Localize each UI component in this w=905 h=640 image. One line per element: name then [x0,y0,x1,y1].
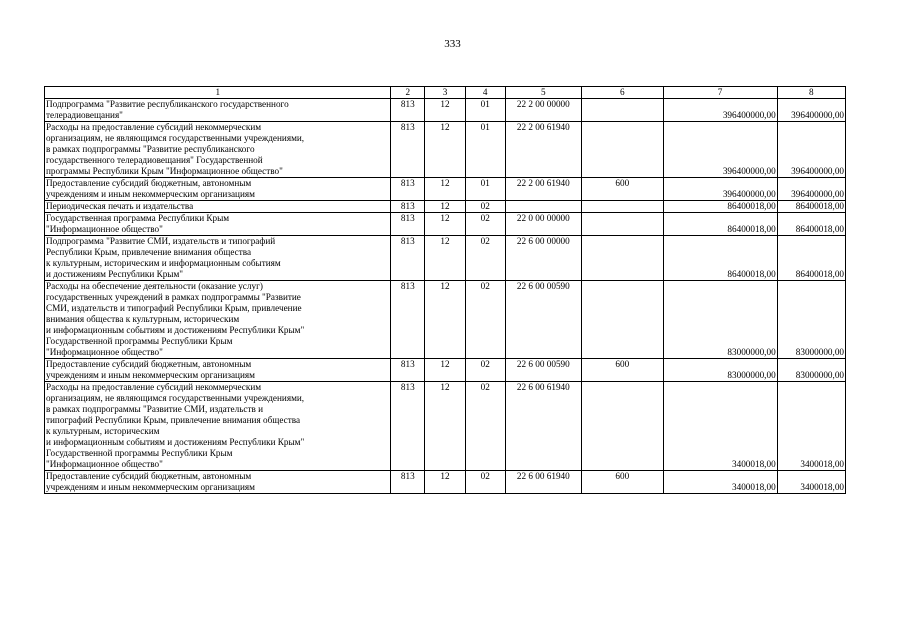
ministry-code-cell: 813 [391,122,425,178]
subsection-cell: 02 [465,213,505,236]
expense-type-cell [582,382,664,471]
table-header-row [45,87,846,99]
amount-col8-cell: 83000000,00 [777,281,845,359]
section-cell: 12 [425,281,466,359]
table-row [45,382,846,471]
section-cell: 12 [425,359,466,382]
target-article-cell: 22 6 00 00590 [505,359,581,382]
target-article-cell: 22 2 00 00000 [505,99,581,122]
table-row [45,178,846,201]
row-name-cell: Расходы на предоставление субсидий некоммерческим организациям, не являющимся государственными учреждениями, в рамках подпрограммы "Развитие республиканского государственного телерадиовещания" Государственной программы Республики Крым "Информационное общество" [45,122,391,178]
amount-col7-cell: 83000000,00 [663,359,777,382]
table-row [45,281,846,359]
row-name-cell: Расходы на обеспечение деятельности (оказание услуг) государственных учреждений в рамках подпрограммы "Развитие СМИ, издательств и типографий Республики Крым, привлечение внимания общества к культурным, историческим и информационным событиям и достижениям Республики Крым" Государственной программы Республики Крым "Информационное общество" [45,281,391,359]
row-name-cell: Расходы на предоставление субсидий некоммерческим организациям, не являющимся государственными учреждениями, в рамках подпрограммы "Развитие СМИ, издательств и типографий Республики Крым, привлечение внимания общества к культурным, историческим и информационным событиям и достижениям Республики Крым" Государственной программы Республики Крым "Информационное общество" [45,382,391,471]
column-header-4: 4 [465,87,505,99]
ministry-code-cell: 813 [391,99,425,122]
row-name-cell: Государственная программа Республики Крым "Информационное общество" [45,213,391,236]
amount-col8-cell: 3400018,00 [777,382,845,471]
ministry-code-cell: 813 [391,471,425,494]
expense-type-cell [582,213,664,236]
ministry-code-cell: 813 [391,359,425,382]
expense-type-cell: 600 [582,359,664,382]
page-number: 333 [444,38,461,50]
subsection-cell: 02 [465,359,505,382]
amount-col8-cell: 86400018,00 [777,213,845,236]
target-article-cell [505,201,581,213]
target-article-cell: 22 6 00 61940 [505,471,581,494]
column-header-7: 7 [663,87,777,99]
amount-col8-cell: 3400018,00 [777,471,845,494]
amount-col7-cell: 86400018,00 [663,236,777,281]
expense-type-cell: 600 [582,178,664,201]
amount-col8-cell: 83000000,00 [777,359,845,382]
target-article-cell: 22 2 00 61940 [505,178,581,201]
column-header-1: 1 [45,87,391,99]
column-header-8: 8 [777,87,845,99]
table-row [45,359,846,382]
target-article-cell: 22 6 00 00000 [505,236,581,281]
table-row [45,122,846,178]
expense-type-cell [582,99,664,122]
subsection-cell: 02 [465,471,505,494]
ministry-code-cell: 813 [391,281,425,359]
amount-col7-cell: 396400000,00 [663,99,777,122]
expense-type-cell [582,122,664,178]
table-row [45,236,846,281]
ministry-code-cell: 813 [391,178,425,201]
amount-col7-cell: 396400000,00 [663,178,777,201]
section-cell: 12 [425,122,466,178]
row-name-cell: Предоставление субсидий бюджетным, автономным учреждениям и иным некоммерческим организациям [45,178,391,201]
row-name-cell: Подпрограмма "Развитие СМИ, издательств и типографий Республики Крым, привлечение внимания общества к культурным, историческим и информационным событиям и достижениям Республики Крым" [45,236,391,281]
target-article-cell: 22 0 00 00000 [505,213,581,236]
ministry-code-cell: 813 [391,213,425,236]
expense-type-cell: 600 [582,471,664,494]
target-article-cell: 22 2 00 61940 [505,122,581,178]
subsection-cell: 01 [465,178,505,201]
expense-type-cell [582,236,664,281]
target-article-cell: 22 6 00 00590 [505,281,581,359]
row-name-cell: Предоставление субсидий бюджетным, автономным учреждениям и иным некоммерческим организациям [45,359,391,382]
column-header-6: 6 [582,87,664,99]
section-cell: 12 [425,471,466,494]
column-header-2: 2 [391,87,425,99]
subsection-cell: 02 [465,236,505,281]
subsection-cell: 01 [465,99,505,122]
ministry-code-cell: 813 [391,201,425,213]
row-name-cell: Предоставление субсидий бюджетным, автономным учреждениям и иным некоммерческим организациям [45,471,391,494]
column-header-5: 5 [505,87,581,99]
subsection-cell: 02 [465,201,505,213]
table-row [45,201,846,213]
amount-col8-cell: 396400000,00 [777,99,845,122]
section-cell: 12 [425,201,466,213]
budget-table [44,86,846,494]
expense-type-cell [582,201,664,213]
amount-col7-cell: 396400000,00 [663,122,777,178]
subsection-cell: 02 [465,281,505,359]
expense-type-cell [582,281,664,359]
amount-col7-cell: 3400018,00 [663,471,777,494]
amount-col7-cell: 86400018,00 [663,201,777,213]
amount-col7-cell: 3400018,00 [663,382,777,471]
target-article-cell: 22 6 00 61940 [505,382,581,471]
column-header-3: 3 [425,87,466,99]
amount-col8-cell: 86400018,00 [777,201,845,213]
amount-col8-cell: 396400000,00 [777,122,845,178]
ministry-code-cell: 813 [391,382,425,471]
section-cell: 12 [425,178,466,201]
amount-col7-cell: 83000000,00 [663,281,777,359]
subsection-cell: 01 [465,122,505,178]
section-cell: 12 [425,99,466,122]
amount-col8-cell: 86400018,00 [777,236,845,281]
row-name-cell: Подпрограмма "Развитие республиканского государственного телерадиовещания" [45,99,391,122]
table-row [45,99,846,122]
table-row [45,213,846,236]
row-name-cell: Периодическая печать и издательства [45,201,391,213]
section-cell: 12 [425,236,466,281]
amount-col8-cell: 396400000,00 [777,178,845,201]
table-row [45,471,846,494]
amount-col7-cell: 86400018,00 [663,213,777,236]
subsection-cell: 02 [465,382,505,471]
section-cell: 12 [425,213,466,236]
section-cell: 12 [425,382,466,471]
ministry-code-cell: 813 [391,236,425,281]
